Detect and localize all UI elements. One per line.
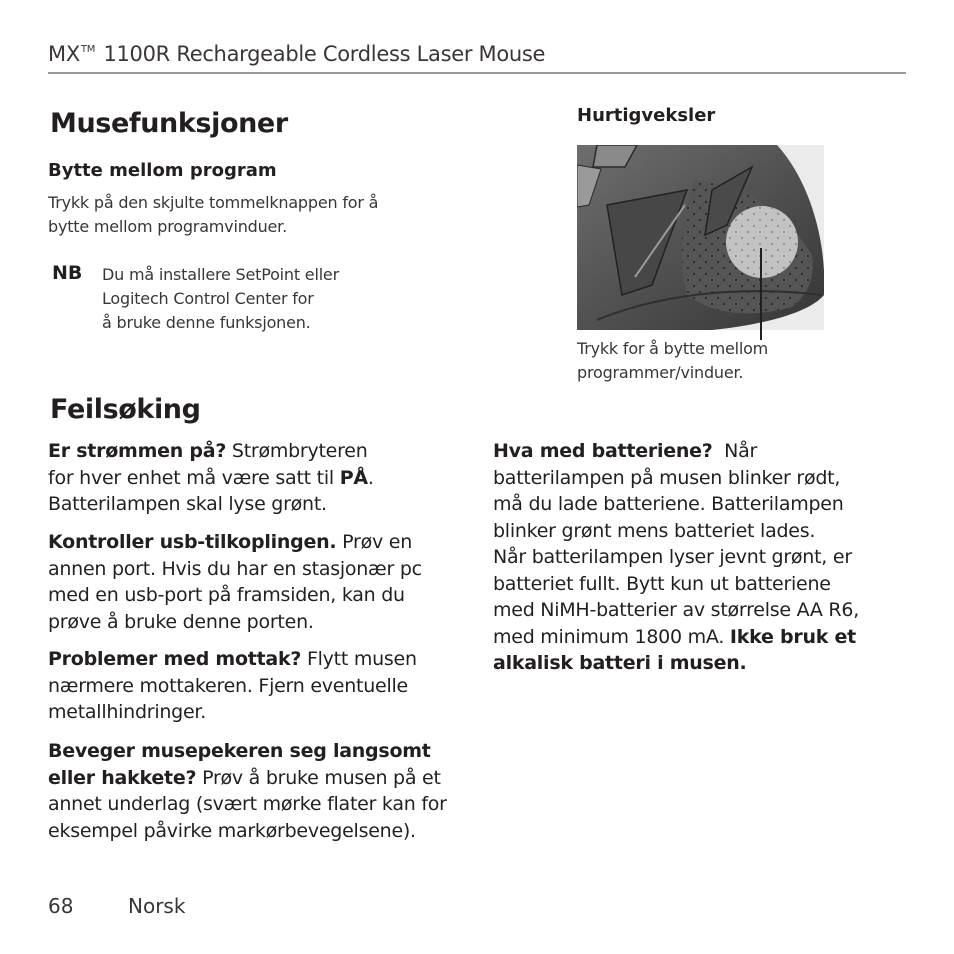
trademark-mark: TM — [80, 44, 96, 55]
nb-note: Du må installere SetPoint eller Logitech Control Center for å bruke denne funksjonen. — [102, 265, 339, 332]
callout-line — [760, 248, 762, 340]
section-title-functions: Musefunksjoner — [50, 108, 288, 139]
tip-battery: Hva med batteriene? Når batterilampen på musen blinker rødt, må du lade batteriene. Batterilampen blinker grønt mens batteriet lades. Når batterilampen lyser jevnt grønt, er batteriet fullt. Bytt kun ut batteriene med NiMH-batterier av størrelse AA R6, med minimum 1800 mA. Ikke bruk et alkalisk batteri i musen. — [493, 440, 860, 674]
nb-label: NB — [52, 262, 83, 284]
footer-language: Norsk — [128, 894, 186, 918]
page-number: 68 — [48, 894, 74, 918]
section-title-troubleshooting: Feilsøking — [50, 394, 201, 425]
mouse-thumb-button-illustration — [577, 145, 824, 330]
tip-power: Er strømmen på? Strømbryteren for hver enhet må være satt til PÅ. Batterilampen skal lyse grønt. — [48, 440, 374, 515]
tip-usb: Kontroller usb-tilkoplingen. Prøv en annen port. Hvis du har en stasjonær pc med en usb-port på framsiden, kan du prøve å bruke denne porten. — [48, 531, 422, 633]
tip-reception: Problemer med mottak? Flytt musen nærmere mottakeren. Fjern eventuelle metallhindringer. — [48, 648, 417, 723]
tip-pointer: Beveger musepekeren seg langsomt eller hakkete? Prøv å bruke musen på et annet underlag (svært mørke flater kan for eksempel påvirke markørbevegelsene). — [48, 740, 447, 842]
running-header: MX™ 1100R Rechargeable Cordless Laser Mouse — [48, 42, 546, 66]
subheading-switch-program: Bytte mellom program — [48, 160, 277, 181]
figure-caption: Trykk for å bytte mellom programmer/vinduer. — [577, 339, 769, 382]
header-rule — [48, 72, 906, 74]
switch-program-text: Trykk på den skjulte tommelknappen for å bytte mellom programvinduer. — [48, 193, 379, 236]
figure-title: Hurtigveksler — [577, 105, 716, 126]
